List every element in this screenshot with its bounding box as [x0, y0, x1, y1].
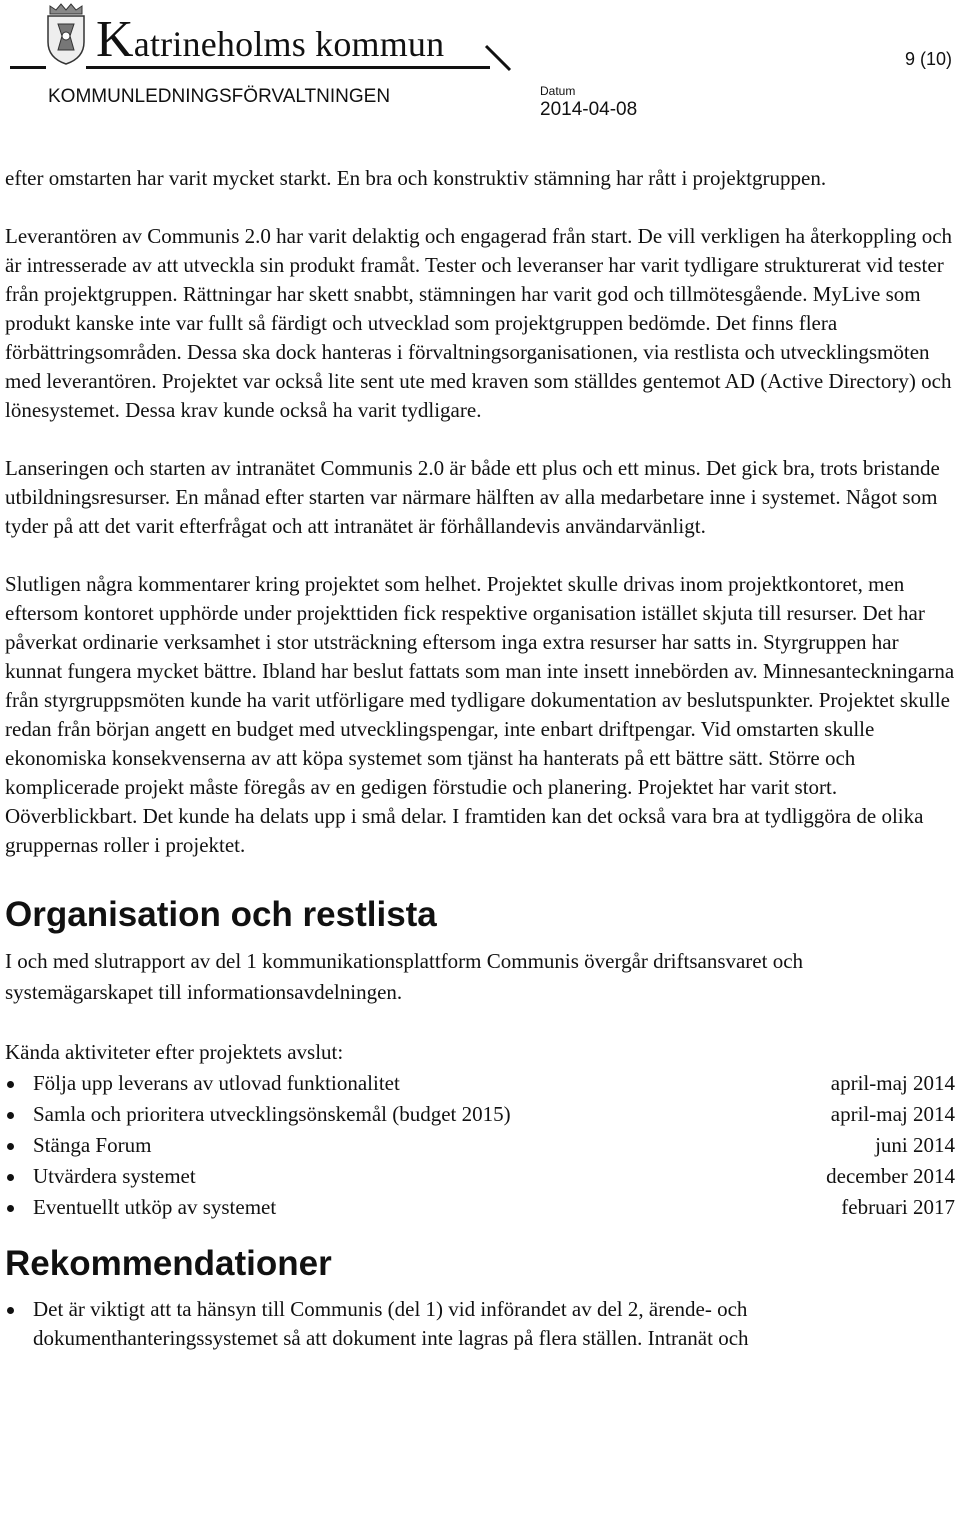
activities-list [5, 1068, 955, 1223]
organization-name-initial: K [96, 11, 134, 68]
header-rule-right [86, 66, 490, 69]
activity-date: april-maj 2014 [830, 1102, 955, 1126]
section-heading-organisation: Organisation och restlista [5, 895, 437, 934]
header-slash-mark [484, 44, 514, 74]
list-item [5, 1068, 955, 1099]
page-number: 9 (10) [904, 49, 952, 69]
activity-text: Följa upp leverans av utlovad funktionalitet [33, 1071, 400, 1095]
list-item [5, 1099, 955, 1130]
bullet-icon [5, 1315, 33, 1316]
section-heading-recommendations: Rekommendationer [5, 1244, 332, 1283]
bullet-icon [5, 1213, 33, 1214]
body-paragraph: Leverantören av Communis 2.0 har varit delaktig och engagerad från start. De vill verkligen ha återkoppling och är intresserade av att utveckla sin produkt framåt. Tester och leveranser har varit tydligare strukturerat vid tester från projektgruppen. Rättningar har skett snabbt, stämningen har varit god och tillmötesgående. MyLive som produkt kanske inte var fullt så färdigt och utvecklad som projektgruppen bedömde. Det finns flera förbättringsområden. Dessa ska dock hanteras i förvaltningsorganisationen, via restlista och utvecklingsmöten med leverantören. Projektet var också lite sent ute med kraven som ställdes gentemot AD (Active Directory) och lönesystemet. Dessa krav kunde också ha varit tydligare. [5, 224, 953, 422]
recommendation-text: Det är viktigt att ta hänsyn till Communis (del 1) vid införandet av del 2, ärende- och dokumenthanteringssystemet så att dokument inte lagras på flera ställen. Intranät och [33, 1297, 749, 1350]
body-paragraph: Slutligen några kommentarer kring projektet som helhet. Projektet skulle drivas inom projektkontoret, men eftersom kontoret upphörde under projekttiden fick respektive organisation istället skjuta till resurser. Det har påverkat ordinarie verksamhet i stor utsträckning eftersom inga extra resurser har satts in. Styrgruppen har kunnat fungera mycket bättre. Ibland har beslut fattats som man inte insett innebörden av. Minnesanteckningarna från styrgruppsmöten kunde ha varit utförligare med tydligare dokumentation av beslutspunkter. Projektet skulle redan från början angett en budget med utvecklingspengar, inte enbart driftpengar. Vid omstarten skulle ekonomiska konsekvenserna av att köpa systemet som tjänst ha hanterats på ett bättre sätt. Större och komplicerade projekt måste föregås av en gedigen förstudie och planering. Projektet har varit stort. Oöverblickbart. Det kunde ha delats upp i små delar. I framtiden kan det också vara bra at tydliggöra de olika gruppernas roller i projektet. [5, 572, 955, 857]
list-item [5, 1161, 955, 1192]
list-item [5, 1130, 955, 1161]
bullet-icon [5, 1151, 33, 1152]
bullet-icon [5, 1089, 33, 1090]
body-paragraph: efter omstarten har varit mycket starkt. En bra och konstruktiv stämning har rått i projektgruppen. [5, 166, 827, 190]
list-item [5, 1295, 955, 1353]
bullet-icon [5, 1120, 33, 1121]
activity-text: Stänga Forum [33, 1133, 152, 1157]
date-value: 2014-04-08 [540, 99, 638, 120]
section-intro: I och med slutrapport av del 1 kommunikationsplattform Communis övergår driftsansvaret och systemägarskapet till informationsavdelningen. [5, 949, 804, 1004]
header-rule-left [10, 66, 46, 69]
activity-text: Utvärdera systemet [33, 1164, 196, 1188]
date-label: Datum [540, 84, 576, 98]
activity-date: december 2014 [826, 1164, 955, 1188]
body-paragraph: Lanseringen och starten av intranätet Communis 2.0 är både ett plus och ett minus. Det gick bra, trots bristande utbildningsresurser. En månad efter starten var närmare hälften av alla medarbetare inne i systemet. Något som tyder på att det varit efterfrågat och att intranätet är förhållandevis användarvänligt. [5, 456, 940, 538]
recommendations-list [5, 1295, 955, 1353]
municipal-crest-icon [44, 2, 88, 66]
activity-text: Samla och prioritera utvecklingsönskemål (budget 2015) [33, 1102, 511, 1126]
bullet-icon [5, 1182, 33, 1183]
activity-date: februari 2017 [841, 1195, 955, 1219]
list-item [5, 1192, 955, 1223]
document-body [5, 164, 955, 1353]
document-header [0, 0, 960, 140]
activity-text: Eventuellt utköp av systemet [33, 1195, 277, 1219]
activity-date: juni 2014 [875, 1133, 955, 1157]
activity-date: april-maj 2014 [830, 1071, 955, 1095]
organization-name-rest: atrineholms kommun [133, 24, 445, 64]
department-name: KOMMUNLEDNINGSFÖRVALTNINGEN [48, 86, 391, 107]
organization-name [96, 11, 445, 68]
activities-label: Kända aktiviteter efter projektets avslut: [5, 1040, 344, 1064]
